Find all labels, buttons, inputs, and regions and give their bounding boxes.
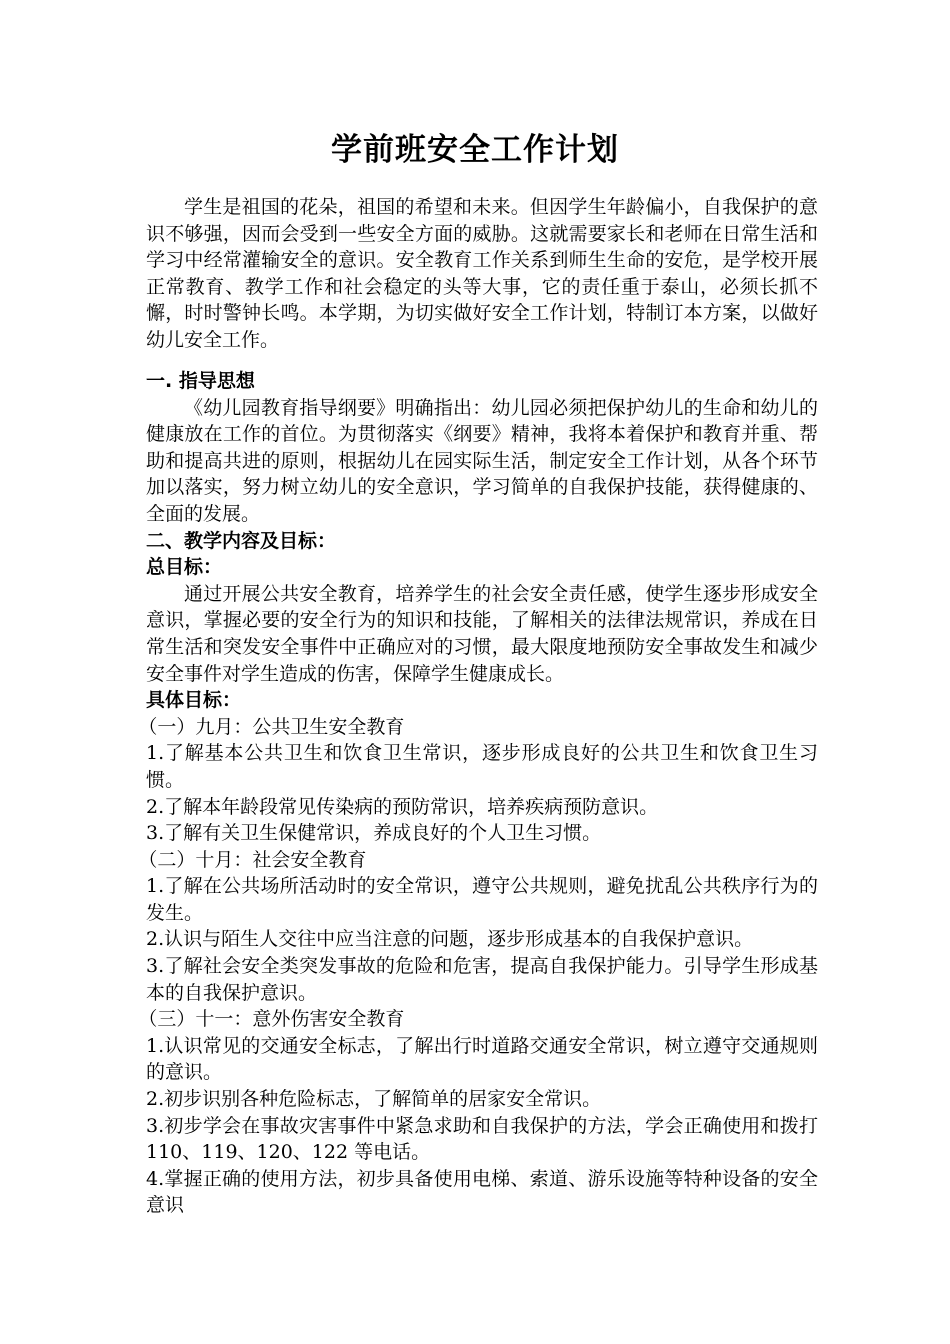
list-item: 1.认识常见的交通安全标志，了解出行时道路交通安全常识，树立遵守交通规则的意识。 bbox=[146, 1034, 818, 1084]
overall-goal-paragraph: 通过开展公共安全教育，培养学生的社会安全责任感，使学生逐步形成安全意识，掌握必要的安全行为的知识和技能，了解相关的法律法规常识，养成在日常生活和突发安全事件中正确应对的习惯，最大限度地预防安全事故发生和减少安全事件对学生造成的伤害，保障学生健康成长。 bbox=[146, 582, 818, 685]
list-item: 2.了解本年龄段常见传染病的预防常识，培养疾病预防意识。 bbox=[146, 795, 659, 818]
month-label-october: （二）十月：社会安全教育 bbox=[138, 848, 367, 871]
list-item: 3.初步学会在事故灾害事件中紧急求助和自我保护的方法，学会正确使用和拨打 110、119、120、122 等电话。 bbox=[146, 1114, 818, 1164]
list-item: 3.了解有关卫生保健常识，养成良好的个人卫生习惯。 bbox=[146, 822, 602, 845]
section1-heading: 一. 指导思想 bbox=[146, 370, 255, 392]
list-item: 4.掌握正确的使用方法，初步具备使用电梯、索道、游乐设施等特种设备的安全意识 bbox=[146, 1167, 818, 1217]
month-label-september: （一）九月：公共卫生安全教育 bbox=[138, 715, 405, 738]
month-label-november: （三）十一：意外伤害安全教育 bbox=[138, 1008, 405, 1031]
section1-paragraph: 《幼儿园教育指导纲要》明确指出：幼儿园必须把保护幼儿的生命和幼儿的健康放在工作的首位。为贯彻落实《纲要》精神，我将本着保护和教育并重、帮助和提高共进的原则，根据幼儿在园实际生活，制定安全工作计划，从各个环节加以落实，努力树立幼儿的安全意识，学习简单的自我保护技能，获得健康的、全面的发展。 bbox=[146, 396, 818, 525]
section2-heading: 二、教学内容及目标： bbox=[146, 529, 337, 552]
list-item: 1.了解在公共场所活动时的安全常识，遵守公共规则，避免扰乱公共秩序行为的发生。 bbox=[146, 875, 818, 924]
page-title: 学前班安全工作计划 bbox=[331, 132, 619, 168]
list-item: 1.了解基本公共卫生和饮食卫生常识，逐步形成良好的公共卫生和饮食卫生习惯。 bbox=[146, 742, 818, 791]
list-item: 2.认识与陌生人交往中应当注意的问题，逐步形成基本的自我保护意识。 bbox=[146, 928, 754, 951]
list-item: 3.了解社会安全类突发事故的危险和危害，提高自我保护能力。引导学生形成基本的自我保护意识。 bbox=[146, 955, 818, 1004]
content-block bbox=[138, 368, 818, 1219]
specific-goal-heading: 具体目标： bbox=[146, 689, 242, 712]
overall-goal-heading: 总目标： bbox=[146, 556, 223, 579]
intro-paragraph: 学生是祖国的花朵，祖国的希望和未来。但因学生年龄偏小，自我保护的意识不够强，因而会受到一些安全方面的威胁。这就需要家长和老师在日常生活和学习中经常灌输安全的意识。安全教育工作关系到师生生命的安危，是学校开展正常教育、教学工作和社会稳定的头等大事，它的责任重于泰山，必须长抓不懈，时时警钟长鸣。本学期，为切实做好安全工作计划，特制订本方案，以做好幼儿安全工作。 bbox=[146, 196, 818, 351]
intro-block bbox=[146, 194, 818, 354]
list-item: 2.初步识别各种危险标志，了解简单的居家安全常识。 bbox=[146, 1088, 602, 1111]
